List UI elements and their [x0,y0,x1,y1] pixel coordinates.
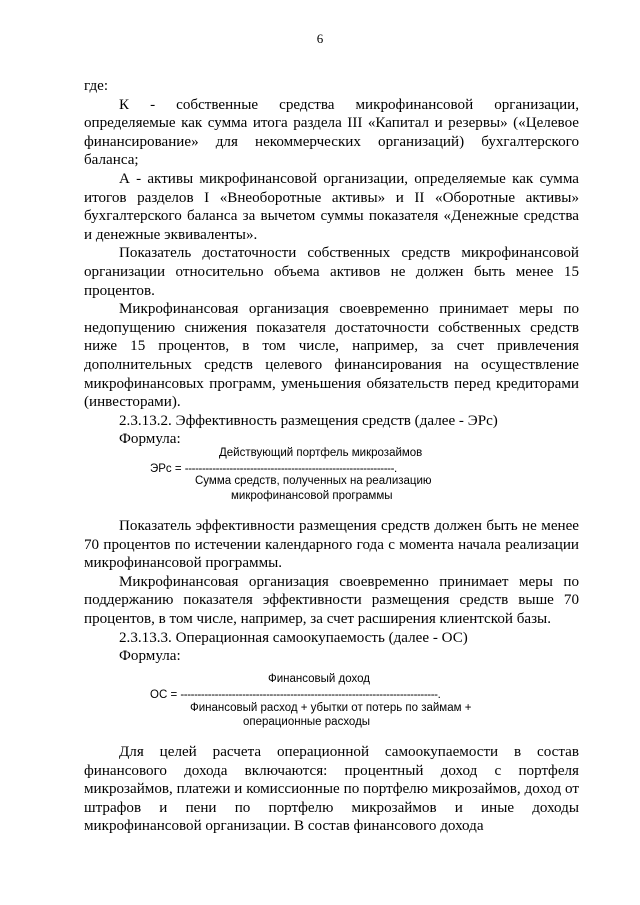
formula2-numerator: Финансовый доход [268,673,370,685]
financial-income-definition: Для целей расчета операционной самоокупаемости в состав финансового дохода включаются: процентный доход с портфеля микрозаймов, платежи и комиссионные по портфелю микрозаймов, доход от штрафов и пени по портфелю микрозаймов и иные доходы микрофинансовой организации. В состав финансового дохода [84,744,579,835]
formula1-denominator-line2: микрофинансовой программы [231,490,393,502]
formula1-lhs: ЭРс = [150,463,185,475]
capital-ratio-measures: Микрофинансовая организация своевременно принимает меры по недопущению снижения показателя достаточности собственных средств ниже 15 процентов, в том числе, например, за счет привлечения дополнительных средств целевого финансирования на осуществление микрофинансовых программ, уменьшения обязательств перед кредиторами (инвесторами). [84,301,579,411]
formula-label-1: Формула: [119,431,181,448]
formula1-denominator-line1: Сумма средств, полученных на реализацию [195,475,432,487]
formula-label-2: Формула: [119,648,181,665]
definition-a: А - активы микрофинансовой организации, определяемые как сумма итогов разделов I «Внеоборотные активы» и II «Оборотные активы» бухгалтерского баланса за вычетом суммы показателя «Денежные средства и денежные эквиваленты». [84,170,579,243]
efficiency-requirement: Показатель эффективности размещения средств должен быть не менее 70 процентов по истечении календарного года с момента начала реализации микрофинансовой программы. [84,518,579,572]
text-block-efficiency [84,517,579,666]
formula2-equation [150,688,440,702]
definition-k: К - собственные средства микрофинансовой организации, определяемые как сумма итога раздела III «Капитал и резервы» («Целевое финансирование» для некоммерческих организаций) бухгалтерского баланса; [84,96,579,169]
text-block-financial-income [84,743,579,836]
capital-ratio-requirement: Показатель достаточности собственных средств микрофинансовой организации относительно объема активов не должен быть менее 15 процентов. [84,245,579,299]
formula1-numerator: Действующий портфель микрозаймов [219,447,423,459]
efficiency-measures: Микрофинансовая организация своевременно принимает меры по поддержанию показателя эффективности размещения средств выше 70 процентов, в том числе, например, за счет расширения клиентской базы. [84,573,579,627]
intro-where: где: [84,78,109,94]
formula2-lhs: ОС = [150,689,181,701]
section-heading-2-3-13-2: 2.3.13.2. Эффективность размещения средств (далее - ЭРс) [119,412,498,429]
formula2-denominator-line2: операционные расходы [243,716,371,728]
formula2-denominator-line1: Финансовый расход + убытки от потерь по займам + [190,702,472,714]
formula1-fraction-bar: -------------------------------------------------------------. [184,463,397,475]
formula2-fraction-bar: ---------------------------------------------------------------------------. [180,689,441,701]
page-number: 6 [316,31,324,46]
section-heading-2-3-13-3: 2.3.13.3. Операционная самоокупаемость (далее - ОС) [119,629,468,646]
text-block-capital-ratio [84,77,579,449]
